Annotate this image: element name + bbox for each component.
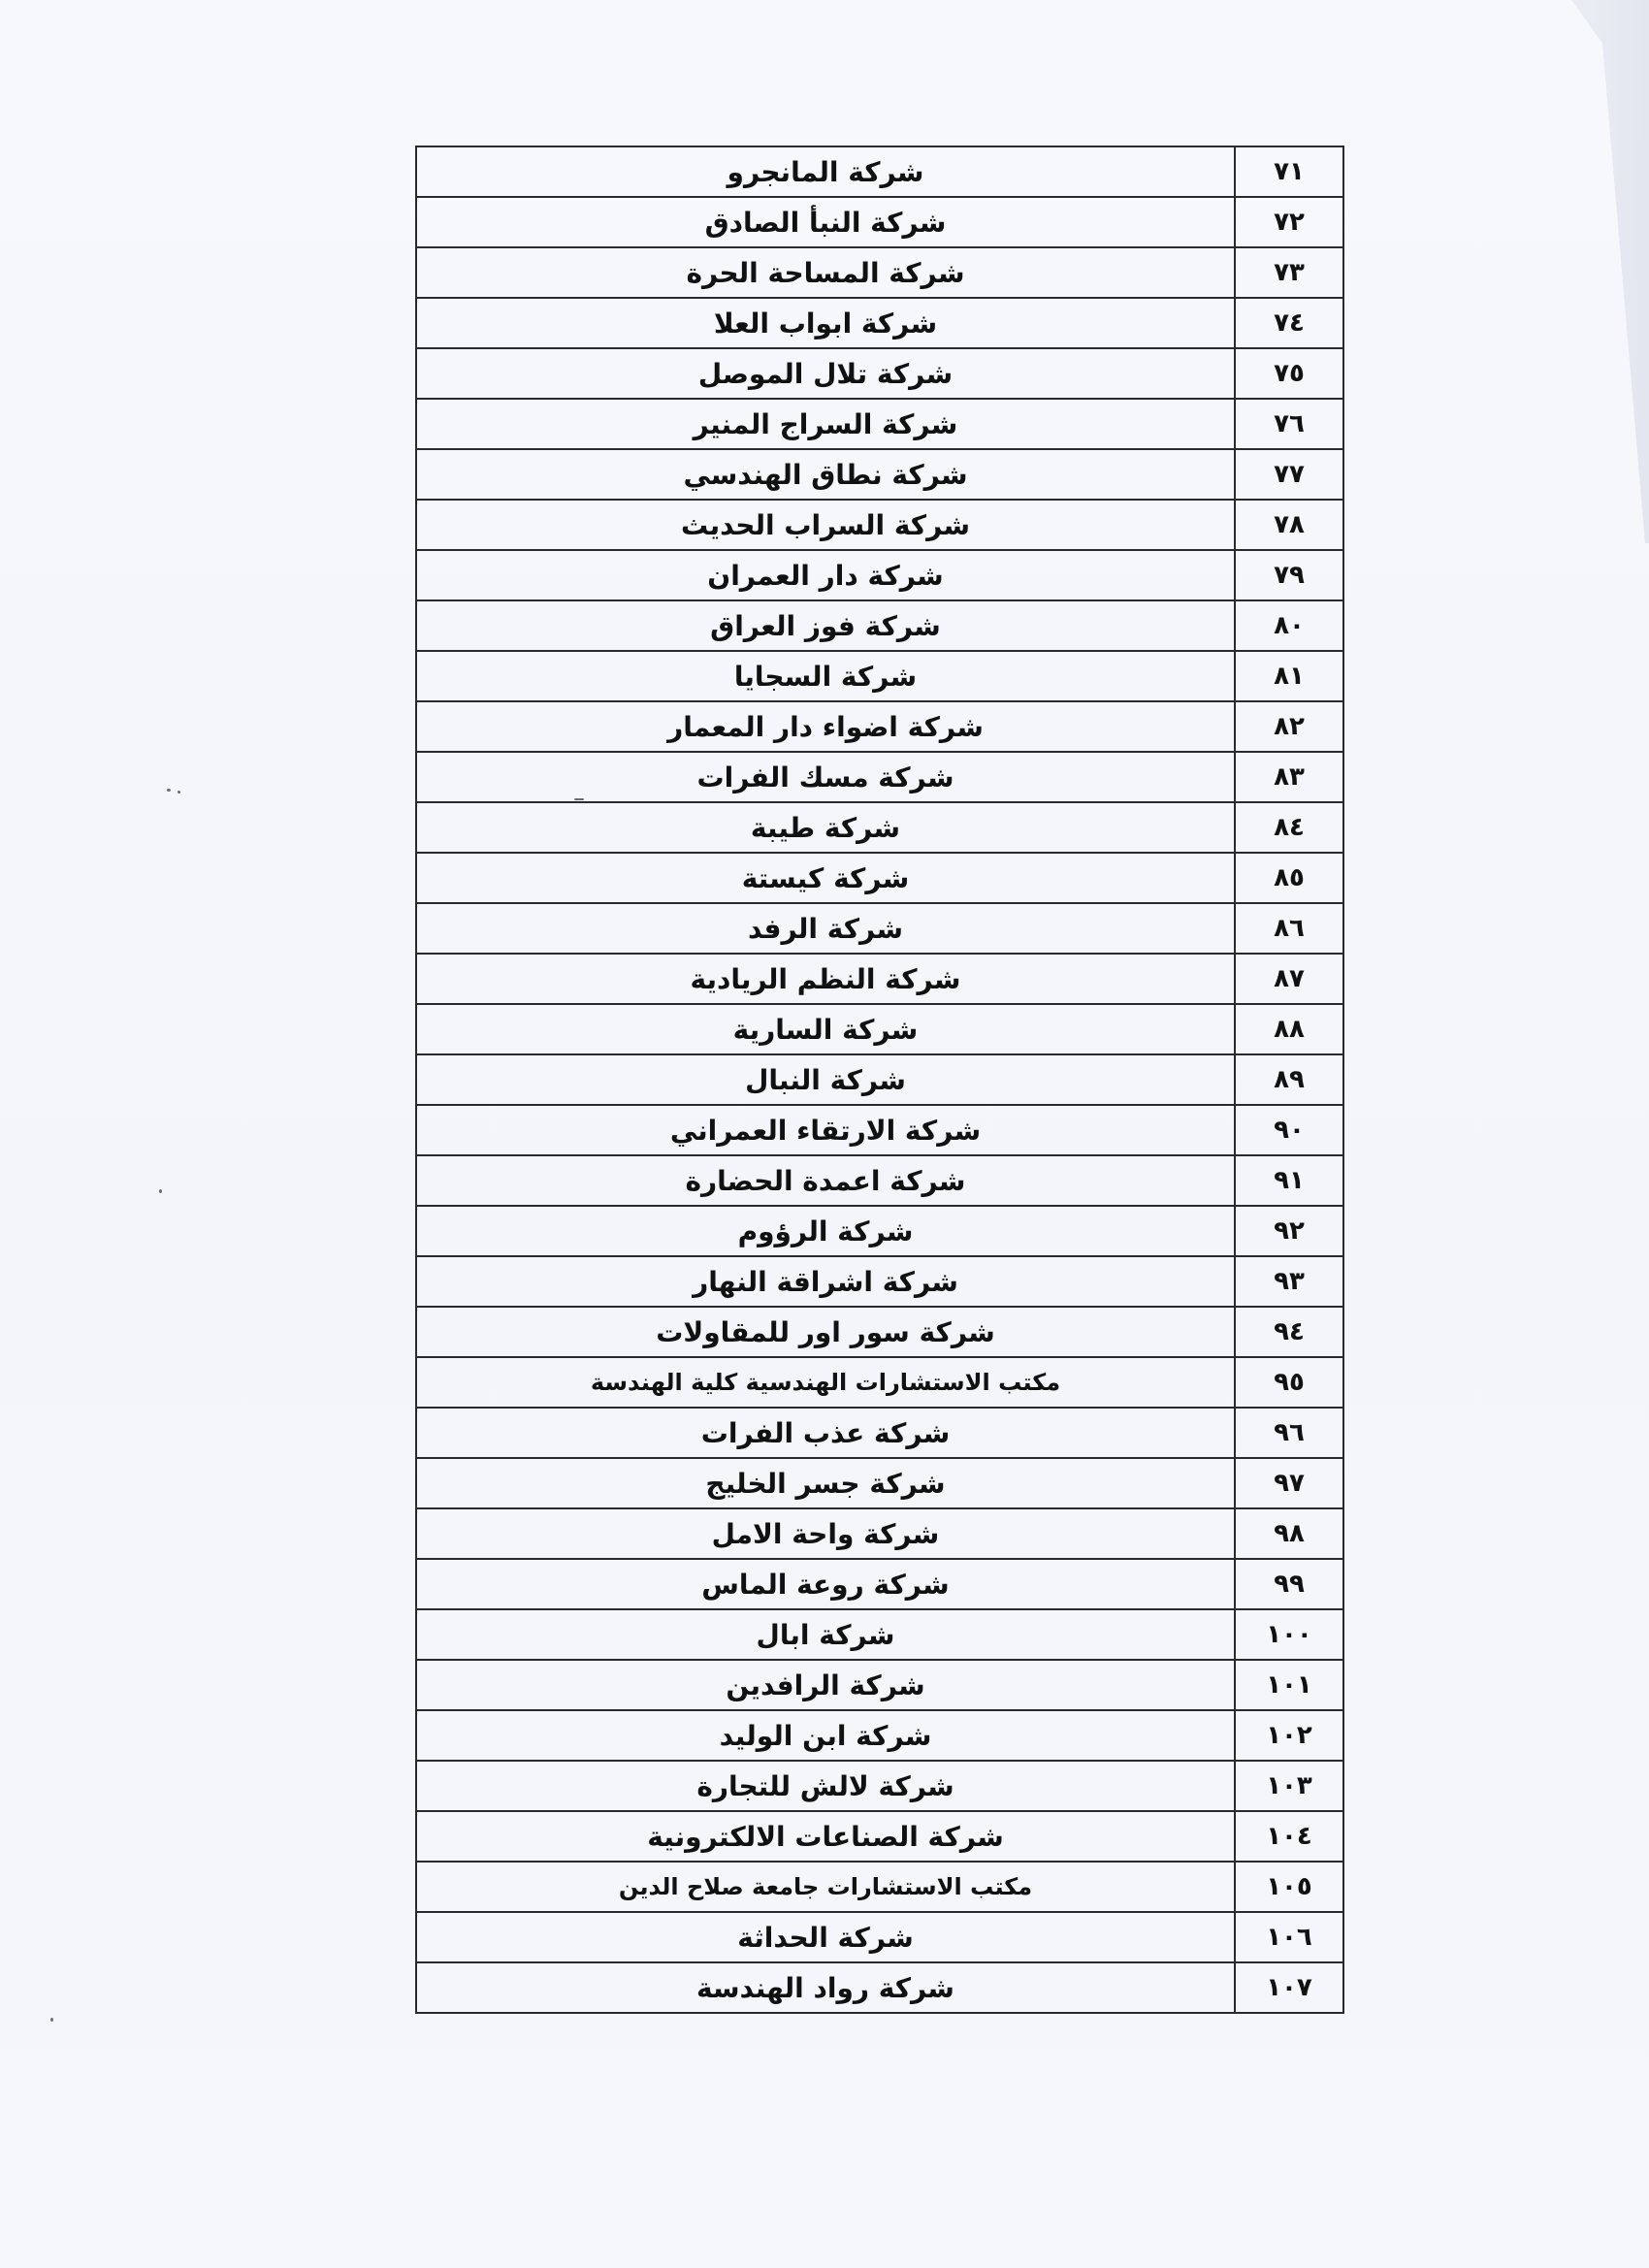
table-row [416, 853, 1343, 903]
row-number: ٩١ [1235, 1155, 1343, 1206]
row-number: ١٠٢ [1235, 1710, 1343, 1761]
company-name: شركة الرؤوم [416, 1206, 1235, 1256]
row-number: ٨٧ [1235, 954, 1343, 1004]
table-row [416, 1862, 1343, 1912]
table-row [416, 1660, 1343, 1710]
table-row [416, 701, 1343, 752]
company-name: شركة المانجرو [416, 146, 1235, 197]
row-number: ٩٨ [1235, 1508, 1343, 1559]
table-row [416, 954, 1343, 1004]
row-number: ٧٣ [1235, 247, 1343, 298]
company-name: شركة واحة الامل [416, 1508, 1235, 1559]
company-name: شركة مسك الفرات [416, 752, 1235, 802]
table-row [416, 247, 1343, 298]
row-number: ٩٠ [1235, 1105, 1343, 1155]
table-row [416, 1962, 1343, 2013]
row-number: ٩٦ [1235, 1408, 1343, 1458]
company-name: شركة اشراقة النهار [416, 1256, 1235, 1307]
row-number: ٨٤ [1235, 802, 1343, 853]
row-number: ٨٩ [1235, 1054, 1343, 1105]
table-row [416, 1256, 1343, 1307]
row-number: ٨٣ [1235, 752, 1343, 802]
company-name: شركة جسر الخليج [416, 1458, 1235, 1508]
company-name: شركة السارية [416, 1004, 1235, 1054]
table-row [416, 146, 1343, 197]
row-number: ٨١ [1235, 651, 1343, 701]
company-name: شركة نطاق الهندسي [416, 449, 1235, 500]
scan-speck [178, 791, 180, 794]
company-table [415, 146, 1344, 2014]
table-row [416, 1811, 1343, 1862]
scan-speck [167, 789, 171, 792]
table-row [416, 903, 1343, 954]
company-name: شركة الرافدين [416, 1660, 1235, 1710]
table-row [416, 550, 1343, 600]
table-row [416, 399, 1343, 449]
table-row [416, 348, 1343, 399]
row-number: ٨٢ [1235, 701, 1343, 752]
row-number: ٧٩ [1235, 550, 1343, 600]
row-number: ٧٨ [1235, 500, 1343, 550]
company-name: شركة الحداثة [416, 1912, 1235, 1962]
row-number: ٧٤ [1235, 298, 1343, 348]
table-row [416, 600, 1343, 651]
row-number: ٨٥ [1235, 853, 1343, 903]
company-name: شركة السراج المنير [416, 399, 1235, 449]
row-number: ١٠١ [1235, 1660, 1343, 1710]
table-row [416, 1559, 1343, 1609]
company-name: شركة سور اور للمقاولات [416, 1307, 1235, 1357]
row-number: ١٠٦ [1235, 1912, 1343, 1962]
table-row [416, 1912, 1343, 1962]
table-row [416, 1054, 1343, 1105]
row-number: ١٠٣ [1235, 1761, 1343, 1811]
row-number: ١٠٠ [1235, 1609, 1343, 1660]
company-name: شركة النبأ الصادق [416, 197, 1235, 247]
table-row [416, 449, 1343, 500]
page-fold [1571, 0, 1649, 543]
table-row [416, 1105, 1343, 1155]
row-number: ٩٤ [1235, 1307, 1343, 1357]
row-number: ٩٧ [1235, 1458, 1343, 1508]
table-row [416, 1761, 1343, 1811]
company-name: شركة تلال الموصل [416, 348, 1235, 399]
company-name: شركة اضواء دار المعمار [416, 701, 1235, 752]
row-number: ٧١ [1235, 146, 1343, 197]
company-name: شركة روعة الماس [416, 1559, 1235, 1609]
table-row [416, 752, 1343, 802]
company-name: شركة اعمدة الحضارة [416, 1155, 1235, 1206]
table-row [416, 651, 1343, 701]
company-name: شركة دار العمران [416, 550, 1235, 600]
company-name: شركة المساحة الحرة [416, 247, 1235, 298]
company-name: شركة النبال [416, 1054, 1235, 1105]
company-name: شركة السراب الحديث [416, 500, 1235, 550]
company-name: شركة النظم الريادية [416, 954, 1235, 1004]
row-number: ٧٧ [1235, 449, 1343, 500]
row-number: ٩٥ [1235, 1357, 1343, 1408]
company-name: مكتب الاستشارات الهندسية كلية الهندسة [416, 1357, 1235, 1408]
company-name: شركة ابال [416, 1609, 1235, 1660]
table-row [416, 1206, 1343, 1256]
company-name: شركة ابن الوليد [416, 1710, 1235, 1761]
company-name: شركة الرفد [416, 903, 1235, 954]
company-name: مكتب الاستشارات جامعة صلاح الدين [416, 1862, 1235, 1912]
table-row [416, 298, 1343, 348]
table-row [416, 197, 1343, 247]
company-name: شركة رواد الهندسة [416, 1962, 1235, 2013]
row-number: ٨٠ [1235, 600, 1343, 651]
company-table-body [416, 146, 1343, 2013]
row-number: ٧٥ [1235, 348, 1343, 399]
company-name: شركة فوز العراق [416, 600, 1235, 651]
table-row [416, 1004, 1343, 1054]
table-row [416, 1508, 1343, 1559]
row-number: ٨٨ [1235, 1004, 1343, 1054]
table-row [416, 1357, 1343, 1408]
row-number: ٧٦ [1235, 399, 1343, 449]
row-number: ١٠٤ [1235, 1811, 1343, 1862]
company-name: شركة السجايا [416, 651, 1235, 701]
row-number: ٩٢ [1235, 1206, 1343, 1256]
scan-speck [159, 1189, 162, 1193]
company-name: شركة عذب الفرات [416, 1408, 1235, 1458]
row-number: ٩٩ [1235, 1559, 1343, 1609]
row-number: ١٠٥ [1235, 1862, 1343, 1912]
table-row [416, 1408, 1343, 1458]
row-number: ٧٢ [1235, 197, 1343, 247]
row-number: ٩٣ [1235, 1256, 1343, 1307]
company-name: شركة ابواب العلا [416, 298, 1235, 348]
table-row [416, 802, 1343, 853]
company-name: شركة كيستة [416, 853, 1235, 903]
table-row [416, 500, 1343, 550]
row-number: ٨٦ [1235, 903, 1343, 954]
company-name: شركة الصناعات الالكترونية [416, 1811, 1235, 1862]
company-name: شركة لالش للتجارة [416, 1761, 1235, 1811]
table-row [416, 1307, 1343, 1357]
company-name: شركة طيبة [416, 802, 1235, 853]
table-row [416, 1710, 1343, 1761]
table-row [416, 1458, 1343, 1508]
table-row [416, 1155, 1343, 1206]
table-row [416, 1609, 1343, 1660]
company-name: شركة الارتقاء العمراني [416, 1105, 1235, 1155]
scan-speck [50, 2018, 53, 2022]
row-number: ١٠٧ [1235, 1962, 1343, 2013]
